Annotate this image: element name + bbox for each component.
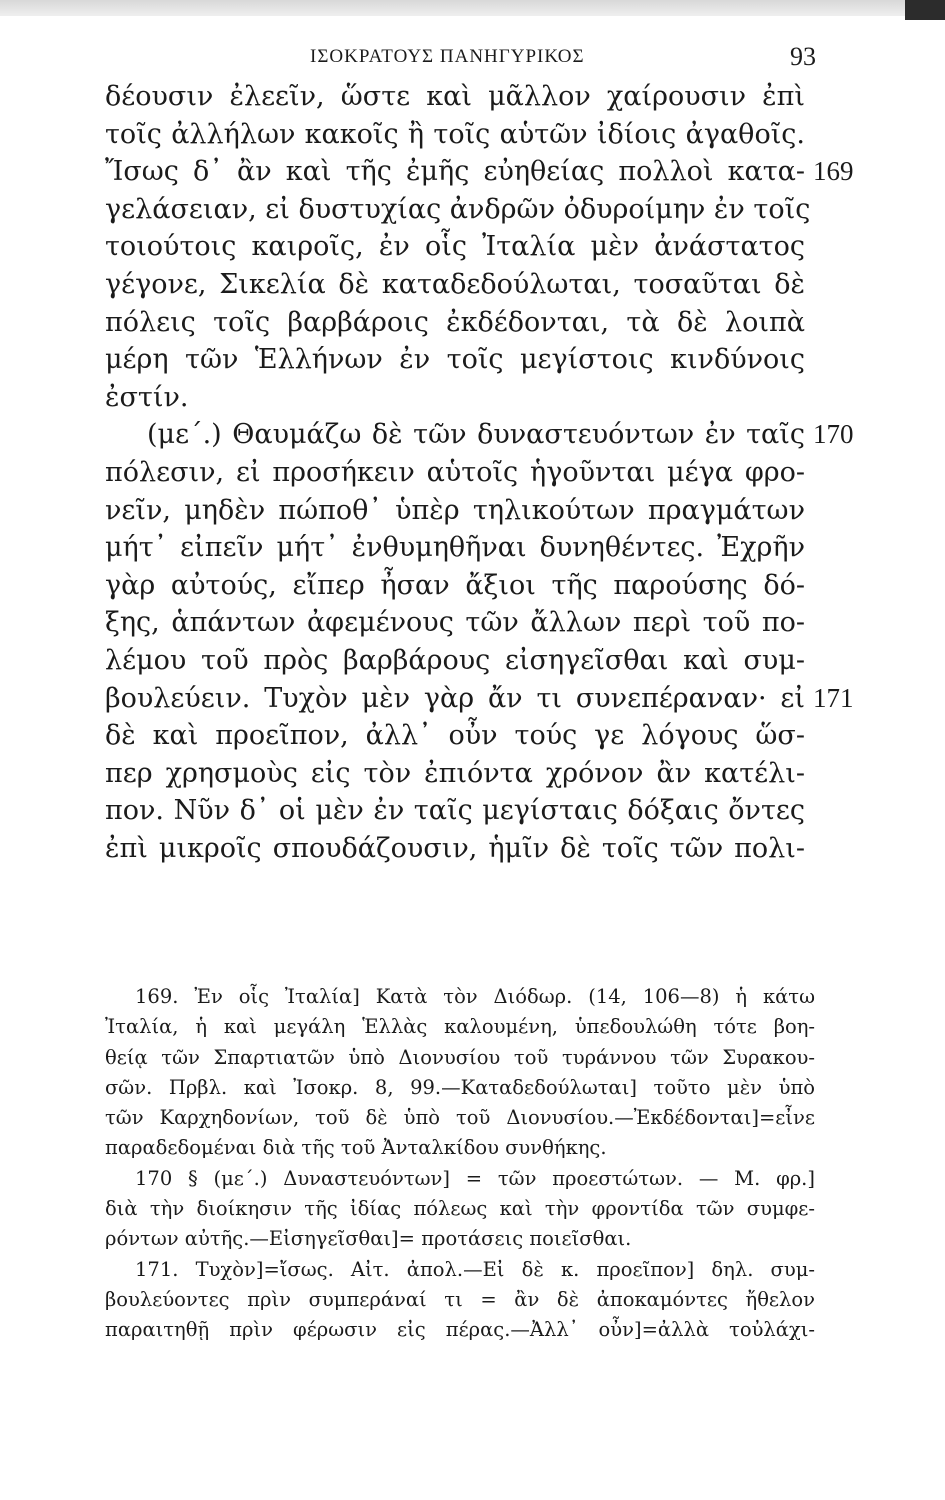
text-line — [105, 717, 805, 755]
text-line-content: λέμου τοῦ πρὸς βαρβάρους εἰσηγεῖσθαι καὶ συμ- — [105, 644, 805, 676]
footnote-line — [105, 1194, 815, 1224]
text-line-content: Ἴσως δ᾽ ἂν καὶ τῆς ἐμῆς εὐηθείας πολλοὶ κατα- — [105, 156, 805, 188]
footnote-line — [105, 1315, 815, 1345]
text-line — [105, 680, 854, 718]
footnote-line-content: 170 § (με΄.) Δυναστευόντων] = τῶν προεστώτων. — Μ. φρ.] — [135, 1166, 815, 1190]
footnotes — [105, 982, 815, 1346]
footnote-line — [105, 1224, 815, 1254]
text-line — [105, 116, 805, 154]
footnote-line — [105, 1043, 815, 1073]
page-number: 93 — [790, 42, 816, 71]
footnote-line — [105, 1285, 815, 1315]
text-line-content: μήτ᾽ εἰπεῖν μήτ᾽ ἐνθυμηθῆναι δυνηθέντες. Ἐχρῆν — [105, 532, 805, 564]
page-top-edge — [0, 0, 945, 16]
footnote-line-content: τῶν Καρχηδονίων, τοῦ δὲ ὑπὸ τοῦ Διονυσίου.—Ἐκδέδονται]=εἶνε — [105, 1106, 815, 1130]
text-line-content: ξης, ἁπάντων ἀφεμένους τῶν ἄλλων περὶ τοῦ πο- — [105, 607, 805, 639]
text-line-content: περ χρησμοὺς εἰς τὸν ἐπιόντα χρόνον ἂν κατέλι- — [105, 757, 805, 789]
text-line — [105, 266, 805, 304]
text-line — [105, 416, 854, 454]
footnote-line — [105, 982, 815, 1012]
page-header — [0, 40, 945, 80]
text-line — [105, 567, 805, 605]
text-line — [105, 191, 811, 229]
text-line-content: (με΄.) Θαυμάζω δὲ τῶν δυναστευόντων ἐν ταῖς — [147, 419, 805, 451]
page-corner-shadow — [905, 0, 945, 20]
footnote-line-content: ρόντων αὐτῆς.—Εἰσηγεῖσθαι]= προτάσεις ποιεῖσθαι. — [105, 1227, 632, 1251]
footnote-line-content: διὰ τὴν διοίκησιν τῆς ἰδίας πόλεως καὶ τὴν φροντίδα τῶν συμφε- — [105, 1197, 815, 1221]
text-line — [105, 792, 805, 830]
text-line-content: ἐπὶ μικροῖς σπουδάζουσιν, ἡμῖν δὲ τοῖς τῶν πολι- — [105, 832, 805, 864]
text-line — [105, 228, 805, 266]
footnote-line — [105, 1103, 815, 1133]
footnote-line — [105, 1073, 815, 1103]
text-line-content: δὲ καὶ προεῖπον, ἀλλ᾽ οὖν τούς γε λόγους ὥσ- — [105, 720, 805, 752]
text-line-content: γὰρ αὐτούς, εἴπερ ἦσαν ἄξιοι τῆς παρούσης δό- — [105, 569, 805, 601]
footnote-line-content: βουλεύοντες πρὶν συμπεράναί τι = ἂν δὲ ἀποκαμόντες ἤθελον — [105, 1287, 815, 1311]
footnote-line-content: θείᾳ τῶν Σπαρτιατῶν ὑπὸ Διονυσίου τοῦ τυράννου τῶν Συρακου- — [105, 1045, 815, 1069]
footnote-line — [105, 1164, 815, 1194]
footnote-line — [105, 1255, 815, 1285]
footnote-line-content: σῶν. Πρβλ. καὶ Ἰσοκρ. 8, 99.—Καταδεδούλωται] τοῦτο μὲν ὑπὸ — [105, 1075, 815, 1099]
section-number-169: 169 — [813, 156, 854, 187]
text-line — [105, 341, 805, 379]
text-line — [105, 78, 805, 116]
text-line-content: νεῖν, μηδὲν πώποθ᾽ ὑπὲρ τηλικούτων πραγμάτων — [105, 494, 805, 526]
footnote-line — [105, 1133, 815, 1163]
text-line-content: γελάσειαν, εἰ δυστυχίας ἀνδρῶν ὀδυροίμην ἐν τοῖς — [105, 193, 811, 225]
running-head: ΙΣΟΚΡΑΤΟΥΣ ΠΑΝΗΓΥΡΙΚΟΣ — [310, 46, 585, 67]
footnote-line-content: παραιτηθῇ πρὶν φέρωσιν εἰς πέρας.—Ἀλλ᾽ οὖν]=ἀλλὰ τοὐλάχι- — [105, 1318, 815, 1342]
text-line-content: δέουσιν ἐλεεῖν, ὥστε καὶ μᾶλλον χαίρουσιν ἐπὶ — [105, 81, 805, 112]
text-line-content: πον. Νῦν δ᾽ οἱ μὲν ἐν ταῖς μεγίσταις δόξαις ὄντες — [105, 795, 805, 827]
footnote-line — [105, 1012, 815, 1042]
text-line-content: τοιούτοις καιροῖς, ἐν οἷς Ἰταλία μὲν ἀνάστατος — [105, 231, 805, 263]
text-line — [105, 304, 805, 342]
text-line-content: πόλεσιν, εἰ προσήκειν αὑτοῖς ἡγοῦνται μέγα φρο- — [105, 456, 805, 488]
footnote-line-content: 171. Τυχὸν]=ἴσως. Αἰτ. ἀπολ.—Εἰ δὲ κ. προεῖπον] δηλ. συμ- — [135, 1257, 815, 1281]
text-line-content: βουλεύειν. Τυχὸν μὲν γὰρ ἄν τι συνεπέραναν· εἰ — [105, 682, 805, 714]
text-line — [105, 379, 805, 417]
text-line — [105, 153, 854, 191]
text-line-content: πόλεις τοῖς βαρβάροις ἐκδέδονται, τὰ δὲ λοιπὰ — [105, 306, 805, 338]
text-line — [105, 492, 805, 530]
text-line-content: τοῖς ἀλλήλων κακοῖς ἢ τοῖς αὑτῶν ἰδίοις ἀγαθοῖς. — [105, 118, 805, 150]
text-line — [105, 642, 805, 680]
section-number-170: 170 — [813, 419, 854, 450]
text-line-content: ἐστίν. — [105, 381, 189, 413]
text-line — [105, 454, 805, 492]
main-text — [105, 78, 854, 867]
section-number-171: 171 — [813, 682, 854, 713]
text-line-content: μέρη τῶν Ἑλλήνων ἐν τοῖς μεγίστοις κινδύνοις — [105, 344, 805, 376]
text-line — [105, 604, 805, 642]
text-line — [105, 830, 805, 868]
text-line — [105, 755, 805, 793]
footnote-line-content: παραδεδομέναι διὰ τῆς τοῦ Ἀνταλκίδου συνθήκης. — [105, 1136, 607, 1160]
text-line — [105, 529, 805, 567]
footnote-line-content: 169. Ἐν οἷς Ἰταλία] Κατὰ τὸν Διόδωρ. (14, 106—8) ἡ κάτω — [135, 985, 815, 1008]
footnote-line-content: Ἰταλία, ἡ καὶ μεγάλη Ἑλλὰς καλουμένη, ὑπεδουλώθη τότε βοη- — [105, 1015, 815, 1039]
text-line-content: γέγονε, Σικελία δὲ καταδεδούλωται, τοσαῦται δὲ — [105, 268, 805, 300]
